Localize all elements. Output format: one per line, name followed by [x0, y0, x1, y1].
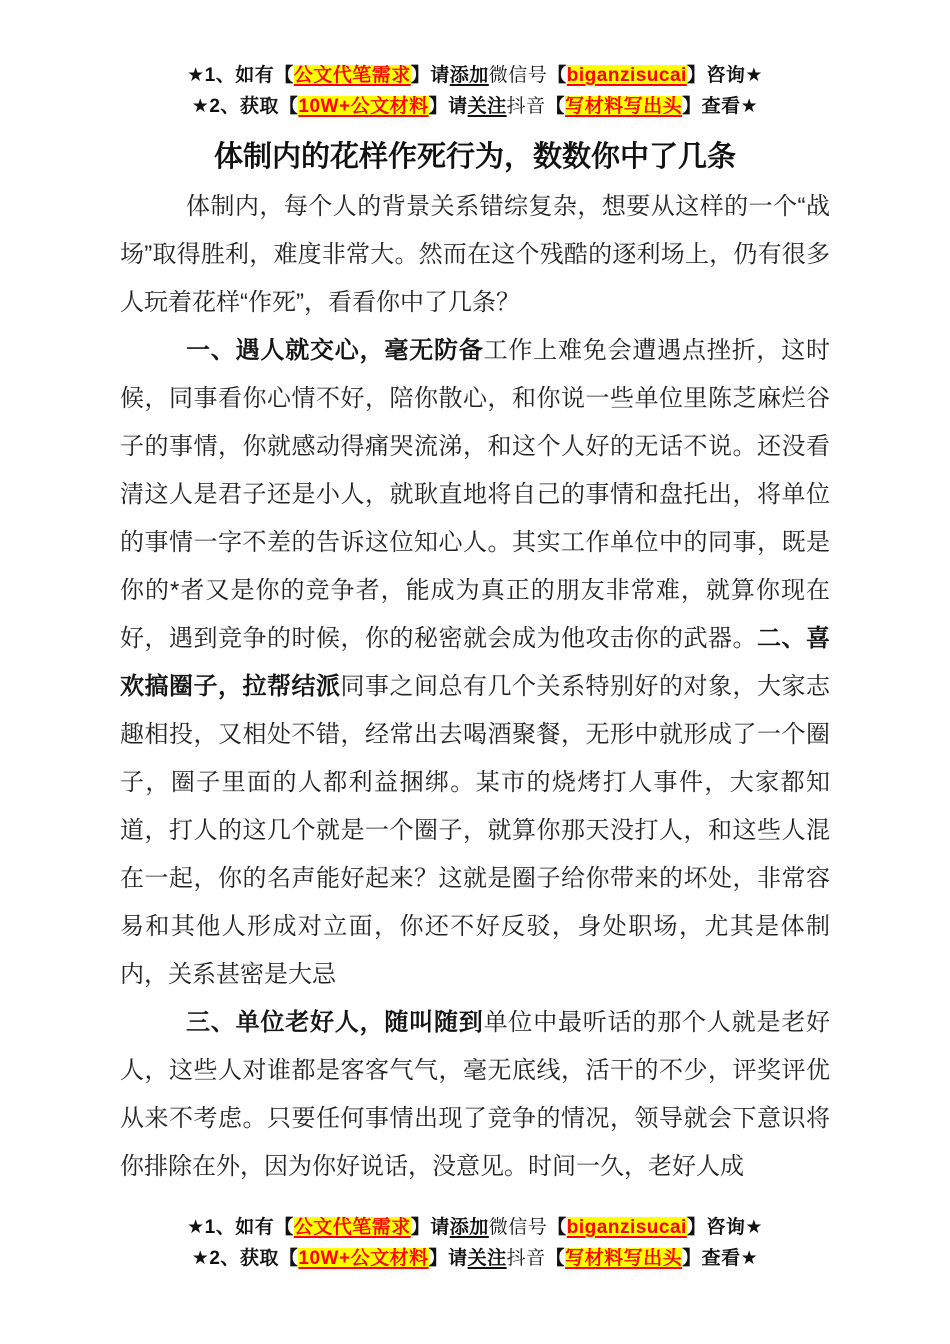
- paragraph-text: 体制内，每个人的背景关系错综复杂，想要从这样的一个“战场”取得胜利，难度非常大。然而在这个残酷的逐利场上，仍有很多人玩着花样“作死”，看看你中了几条？: [120, 193, 830, 316]
- highlighted-promo-text: 10W+公文材料: [298, 96, 429, 117]
- footer-notice-line-1: [0, 1212, 950, 1243]
- promo-text: 】查看★: [682, 96, 759, 117]
- promo-text: 微信号: [488, 1217, 548, 1238]
- paragraph-text: 工作上难免会遭遇点挫折，这时候，同事看你心情不好，陪你散心，和你说一些单位里陈芝麻烂谷子的事情，你就感动得痛哭流涕，和这个人好的无话不说。还没看清这人是君子还是小人，就耿直地将自己的事情和盘托出，将单位的事情一字不差的告诉这位知心人。其实工作单位中的同事，既是你的*者又是你的竞争者，能成为真正的朋友非常难，就算你现在好，遇到竞争的时候，你的秘密就会成为他攻击你的武器。: [120, 337, 830, 652]
- header-notice: [0, 0, 950, 122]
- paragraph-text: 单位中最听话的那个人就是老好人，这些人对谁都是客客气气，毫无底线，活干的不少，评奖评优从来不考虑。只要任何事情出现了竞争的情况，领导就会下意识将你排除在外，因为你好说话，没意见。时间一久，老好人成: [120, 1009, 830, 1180]
- section-heading-inline: 三、单位老好人，随叫随到: [186, 1009, 484, 1036]
- promo-text: 】请: [428, 96, 468, 117]
- promo-text: 】请: [410, 65, 450, 86]
- header-notice-line-1: [0, 60, 950, 91]
- promo-text: 】请: [410, 1217, 450, 1238]
- promo-text: 【: [545, 1248, 566, 1269]
- promo-text: 微信号: [488, 65, 548, 86]
- intro-paragraph: [120, 183, 830, 327]
- promo-text: 添加: [449, 65, 489, 86]
- highlighted-promo-text: biganzisucai: [566, 1217, 687, 1238]
- highlighted-promo-text: 写材料写出头: [565, 1248, 683, 1269]
- highlighted-promo-text: 公文代笔需求: [293, 65, 411, 86]
- paragraph-text: 同事之间总有几个关系特别好的对象，大家志趣相投，又相处不错，经常出去喝酒聚餐，无形中就形成了一个圈子，圈子里面的人都利益捆绑。某市的烧烤打人事件，大家都知道，打人的这几个就是一个圈子，就算你那天没打人，和这些人混在一起，你的名声能好起来？这就是圈子给你带来的坏处，非常容易和其他人形成对立面，你还不好反驳，身处职场，尤其是体制内，关系甚密是大忌: [120, 673, 830, 988]
- document-body: [120, 183, 830, 1195]
- promo-text: 【: [547, 1217, 567, 1238]
- promo-text: 】请: [428, 1248, 468, 1269]
- promo-text: 添加: [449, 1217, 489, 1238]
- body-paragraph-sections-1-2: [120, 327, 830, 999]
- promo-text: 关注: [467, 96, 507, 117]
- promo-text: 关注: [467, 1248, 507, 1269]
- body-paragraph-section-3: [120, 999, 830, 1191]
- highlighted-promo-text: 公文代笔需求: [293, 1217, 411, 1238]
- highlighted-promo-text: biganzisucai: [566, 65, 687, 86]
- promo-text: 】咨询★: [686, 65, 763, 86]
- promo-text: 】查看★: [682, 1248, 759, 1269]
- section-heading-inline: 一、遇人就交心，毫无防备: [186, 337, 484, 364]
- promo-text: 抖音: [506, 1248, 546, 1269]
- section-heading-inline: 二、喜欢搞圈子，拉帮结派: [120, 625, 830, 700]
- highlighted-promo-text: 10W+公文材料: [298, 1248, 429, 1269]
- promo-text: ★2、获取【: [191, 1248, 299, 1269]
- promo-text: 【: [545, 96, 566, 117]
- document-title: 体制内的花样作死行为，数数你中了几条: [213, 141, 736, 173]
- promo-text: 抖音: [506, 96, 546, 117]
- promo-text: 】咨询★: [686, 1217, 763, 1238]
- promo-text: ★1、如有【: [187, 1217, 294, 1238]
- highlighted-promo-text: 写材料写出头: [565, 96, 683, 117]
- promo-text: ★1、如有【: [187, 65, 294, 86]
- header-notice-line-2: [0, 91, 950, 122]
- promo-text: ★2、获取【: [191, 96, 299, 117]
- promo-text: 【: [547, 65, 567, 86]
- footer-notice-line-2: [0, 1243, 950, 1274]
- footer-notice: [0, 1212, 950, 1274]
